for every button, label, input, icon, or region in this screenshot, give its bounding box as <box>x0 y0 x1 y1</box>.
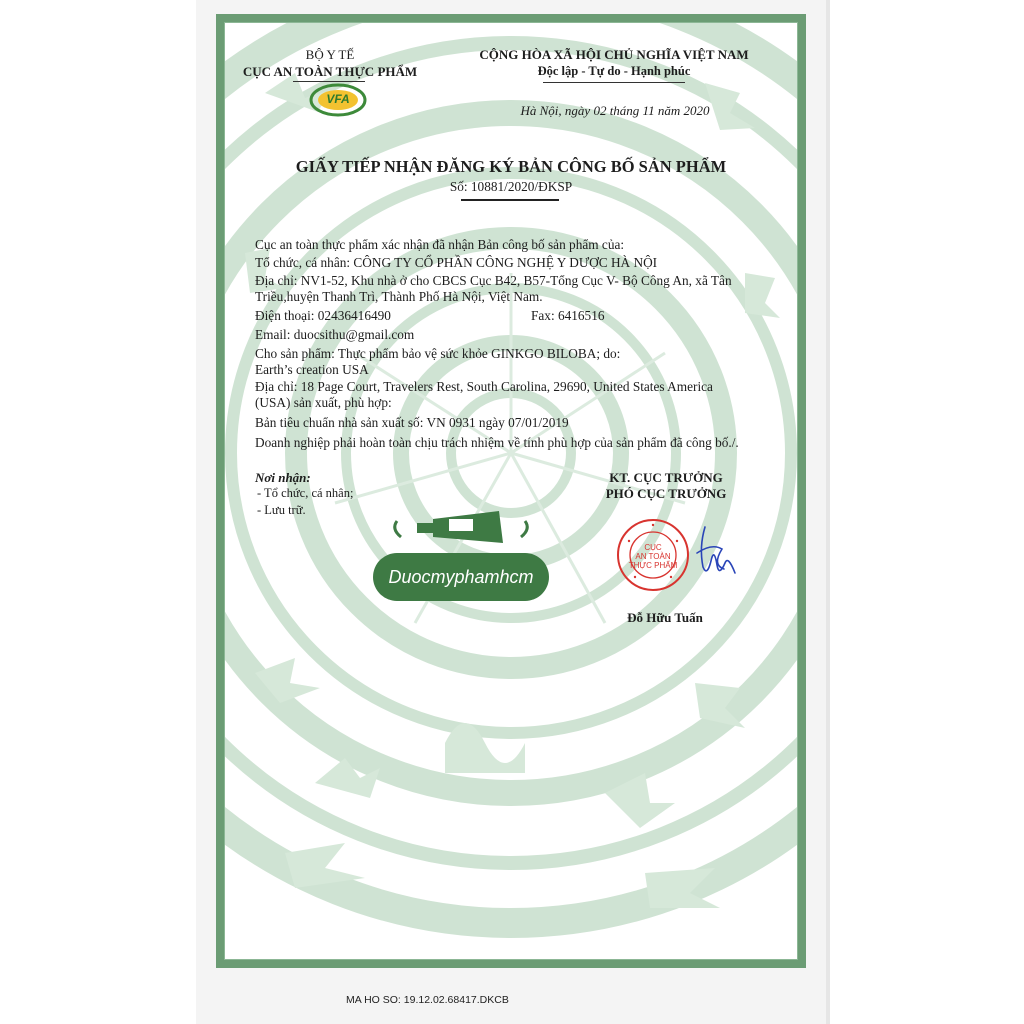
recipient-item-1: - Tổ chức, cá nhân; <box>257 486 354 500</box>
manufacturer-address-2: (USA) sản xuất, phù hợp: <box>255 395 392 410</box>
file-code: MA HO SO: 19.12.02.68417.DKCB <box>346 994 509 1006</box>
standard: Bản tiêu chuẩn nhà sản xuất số: VN 0931 ngày 07/01/2019 <box>255 415 569 430</box>
signer-name: Đỗ Hữu Tuấn <box>627 610 703 625</box>
responsibility: Doanh nghiệp phải hoàn toàn chịu trách nhiệm về tính phù hợp của sản phẩm đã công bố./. <box>255 435 739 450</box>
manufacturer-address-1: Địa chỉ: 18 Page Court, Travelers Rest, South Carolina, 29690, United States America <box>255 379 713 394</box>
page-edge <box>826 0 830 1024</box>
body-intro: Cục an toàn thực phẩm xác nhận đã nhận Bản công bố sản phẩm của: <box>255 237 625 252</box>
document-title: GIẤY TIẾP NHẬN ĐĂNG KÝ BẢN CÔNG BỐ SẢN PHẨM <box>295 157 727 176</box>
address-line-1: Địa chỉ: NV1-52, Khu nhà ở cho CBCS Cục B42, B57-Tổng Cục V- Bộ Công An, xã Tân <box>255 273 732 288</box>
certificate-sheet <box>224 22 798 960</box>
recipient-item-2: - Lưu trữ. <box>257 503 306 517</box>
product: Cho sản phẩm: Thực phẩm bảo vệ sức khỏe GINKGO BILOBA; do: <box>255 346 621 361</box>
issue-date: Hà Nội, ngày 02 tháng 11 năm 2020 <box>520 103 710 118</box>
recipients-heading: Nơi nhận: <box>255 470 311 485</box>
vfa-logo-text: VFA <box>326 92 350 106</box>
stamp-line-3: THỰC PHẨM <box>628 561 678 570</box>
ministry-name: BỘ Y TẾ <box>305 47 355 62</box>
stamp-line-1: CỤC <box>644 543 662 552</box>
national-motto: Độc lập - Tự do - Hạnh phúc <box>537 64 691 78</box>
vfa-logo <box>309 83 367 117</box>
document-number: Số: 10881/2020/ĐKSP <box>449 179 573 194</box>
motto-underline <box>543 82 685 83</box>
country-name: CỘNG HÒA XÃ HỘI CHỦ NGHĨA VIỆT NAM <box>479 47 749 62</box>
cosmetic-tube-icon <box>387 507 535 547</box>
title-rule <box>461 199 559 201</box>
manufacturer: Earth’s creation USA <box>255 362 369 377</box>
email: Email: duocsithu@gmail.com <box>255 327 415 342</box>
organization: Tổ chức, cá nhân: CÔNG TY CỔ PHẦN CÔNG NGHỆ Y DƯỢC HÀ NỘI <box>255 255 658 270</box>
certificate-frame <box>216 14 806 968</box>
phone: Điện thoại: 02436416490 <box>255 308 391 323</box>
watermark-badge: Duocmyphamhcm <box>373 553 549 601</box>
stamp-line-2: AN TOÀN <box>635 552 671 561</box>
department-underline <box>293 81 365 82</box>
tube-icon-wrap <box>387 507 535 547</box>
department-name: CỤC AN TOÀN THỰC PHẨM <box>242 64 418 79</box>
signer-role-2: PHÓ CỤC TRƯỞNG <box>605 486 727 501</box>
signature-scribble <box>677 513 747 593</box>
address-line-2: Triều,huyện Thanh Trì, Thành Phố Hà Nội, Việt Nam. <box>255 289 543 304</box>
signer-role-1: KT. CỤC TRƯỞNG <box>609 470 723 485</box>
fax: Fax: 6416516 <box>531 308 605 323</box>
